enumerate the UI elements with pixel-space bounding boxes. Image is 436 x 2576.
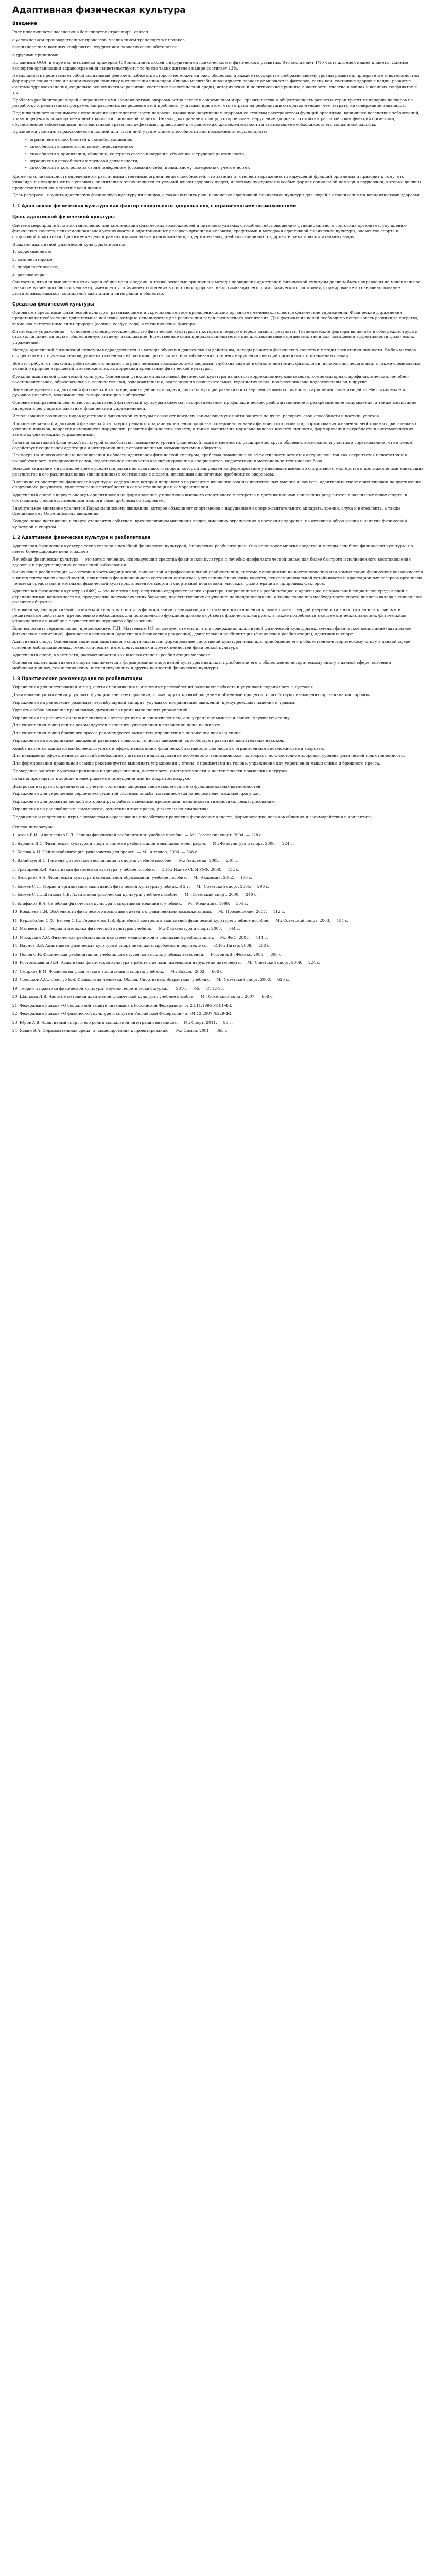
paragraph: Признается условие, выражающееся в полной или частичной утрате лицом способности или возможности осуществлять: <box>12 129 267 134</box>
paragraph: По данным ООН, в мире насчитывается примерно 450 миллионов людей с нарушениями психического и физического развития. Это составляет 1/10 часть жителей нашей планеты. Данные экспертов организации здравоохранения свидетельствуют, что число таких жителей в мире достигает 13%. <box>12 60 408 71</box>
paragraph: Для укрепления мышц брюшного пресса рекомендуется выполнять упражнения в положении лежа на спине. <box>12 731 242 736</box>
paragraph: Цель реферата - изучить адаптивную физическую культуру инвалидов, а также выявить роль и значение адаптивной физической культуры для людей с ограниченными возможностями здоровья. <box>12 193 421 198</box>
list-item: • ограничения способности к трудовой деятельности; <box>30 159 424 164</box>
paragraph: Все это требует от педагога, работающего с лицами с ограниченными возможностями здоровья, глубоких знаний в области анатомии, физиологии, психологии, педагогики, а также специальных знаний о природе нарушений и возможностях их коррекции средствами физической культуры. <box>12 361 421 371</box>
reference-item: 1. Агеев В.И., Апанасенко Г.Л. Основы физической реабилитации: учебное пособие. — М.: Советский спорт, 2004. — 128 с. <box>12 833 263 838</box>
section-heading: 1.1 Адаптивная физическая культура как фактор социального здоровья лиц с ограниченными возможностями <box>12 204 297 209</box>
paragraph: Внимание уделяется адаптивной физической культуре, имеющей цели и задачи, способствующие развитию и совершенствованию личности, гармонично сочетающей в себе физическое и духовное развитие, максимальную самореализацию в обществе. <box>12 387 405 398</box>
reference-item: 16. Ростомашвили Л.Н. Адаптивная физическая культура в работе с детьми, имеющими нарушения интеллекта. — М.: Советский спорт, 2009. — 224 с. <box>12 960 321 965</box>
paragraph: и другими причинами. <box>12 53 60 58</box>
reference-item: 20. Шапкова Л.В. Частные методики адаптивной физической культуры: учебное пособие. — М.: Советский спорт, 2007. — 608 с. <box>12 994 274 999</box>
paragraph: Уделять особое внимание правильному дыханию во время выполнения упражнений. <box>12 707 189 713</box>
paragraph: Считается, что для выполнения этих задач общие цели и задачи, а также основные принципы и методы проведения адаптивной физической культуры должны быть направлены на максимальное развитие жизнеспособности человека, имеющего устойчивые отклонения в состоянии здоровья, на оптимизацию его психофизического состояния, формирование и совершенствование двигательных навыков, социальной адаптации и интеграции в общество. <box>12 280 421 296</box>
paragraph: Основная задача адаптивного спорта заключается в формировании спортивной культуры инвалида, приобщении его к общественно-историческому опыту в данной сфере, освоении мобилизационных, технологических, интеллектуальных и других ценностей физической культуры. <box>12 660 391 671</box>
reference-item: 19. Теория и практика физической культуры: научно-теоретический журнал. — 2010. — №5. — С. 12-18. <box>12 986 224 991</box>
paragraph: Занятия проводятся в хорошо проветриваемом помещении или на открытом воздухе. <box>12 776 190 781</box>
reference-item: 18. Солодков А.С., Сологуб Е.Б. Физиология человека. Общая. Спортивная. Возрастная: учебник. — М.: Советский спорт, 2008. — 620 с. <box>12 977 289 982</box>
paragraph: Проведение занятий с учетом принципов индивидуализации, доступности, систематичности и постепенности повышения нагрузок. <box>12 768 289 773</box>
reference-item: 12. Матвеев Л.П. Теория и методика физической культуры: учебник. — М.: Физкультура и спорт, 2008. — 544 с. <box>12 926 240 931</box>
list-item: 1. коррекционные; <box>12 249 51 255</box>
paragraph: Функции адаптивной физической культуры. Основными функциями адаптивной физической культуры являются: коррекционно-развивающая, компенсаторная, профилактическая, лечебно-восстановительная, образовательная, воспитательная, оздоровительная, рекреационно-развлекательная, гедонистическая, профессионально-подготовительная и другие. <box>12 374 409 384</box>
reference-item: 22. Федеральный закон «О физической культуре и спорте в Российской Федерации» от 04.12.2007 №329-ФЗ. <box>12 1011 233 1016</box>
paragraph: возникновением военных конфликтов, ухудшением экологической обстановки <box>12 45 177 50</box>
paragraph: Физические упражнения — основное и специфическое средство физической культуры, от которых в первую очередь зависит результат. Гигиенические факторы включают в себя режим труда и отдыха, питание, личную и общественную гигиену, закаливание. Естественные силы природы используются как для закаливания организма, так и для повышения эффективности физических упражнений. <box>12 329 418 345</box>
intro-paragraphs <box>12 30 424 135</box>
reference-item: 14. Наумов В.В. Адаптивная физическая культура и спорт инвалидов: проблемы и перспективы. — СПб.: Питер, 2009. — 208 с. <box>12 943 271 948</box>
list-item: • способности к самостоятельному передвижению; <box>30 144 424 150</box>
paragraph: Упражнения на координацию движений развивают ловкость, точность движений, способствуют развитию двигательных навыков. <box>12 738 284 743</box>
paragraph: Основные направления деятельности адаптивной физической культуры включают оздоровительное, профилактическое, реабилитационное и реакреационное направления, а также воспитание интереса к регулярным занятиям физическими упражнениями. <box>12 400 417 411</box>
paragraph: Инвалидность представляет собой социальный феномен, избежать которого не может ни одно общество, и каждое государство сообразно своему уровню развития, приоритетам и возможностям формирует социальную и экономическую политику в отношении инвалидов. Однако масштабы инвалидности зависят от множества факторов, таких как: состояние здоровья нации, развитие системы здравоохранения, социально-экономическое развитие, состояние экологической среды, исторические и политические причины, в частности, участие в войнах и военных конфликтах и т.д. <box>12 73 420 95</box>
paragraph: Адаптивный спорт. Основными задачами адаптивного спорта являются: формирование спортивной культуры инвалида, приобщение его к общественно-историческому опыту в данной сфере, освоение мобилизационных, технологических, интеллектуальных и других ценностей физической культуры. <box>12 639 412 650</box>
paragraph: Под инвалидностью понимается ограничение жизнедеятельности человека, вызванное нарушением здоровья со стойким расстройством функций организма, возникшее вследствие заболеваний, травм и дефектов, приводящее к необходимости социальной защиты. Инвалидом признается лицо, которое имеет нарушение здоровья со стойким расстройством функций организма, обусловленное заболеваниями, последствиями травм или дефектами, приводящее к ограничению жизнедеятельности и вызывающее необходимость его социальной защиты. <box>12 111 420 127</box>
paragraph: Каждое новое достижение в спорте становится событием, вдохновляющим миллионы людей, имеющих ограничения в состоянии здоровья, на активный образ жизни и занятия физической культурой и спортом. <box>12 519 407 530</box>
reference-item: 8. Евсеев С.П., Шапкова Л.В. Адаптивная физическая культура: учебное пособие. — М.: Советский спорт, 2000. — 240 с. <box>12 892 258 897</box>
paragraph: Основная задача адаптивной физической культуры состоит в формировании у занимающихся осознанного отношения к своим силам, твердой уверенности в них, готовности к смелым и решительным действиям, преодолению необходимых для полноценного функционирования субъекта физических нагрузок, а также потребности в систематических занятиях физическими упражнениями и вообще в осуществлении здорового образа жизни. <box>12 607 407 623</box>
list-item: 3. профилактические; <box>12 264 59 269</box>
paragraph: Упражнения на развитие силы выполняются с отягощениями и сопротивлением, они укрепляют мышцы и связки, улучшают осанку. <box>12 715 291 720</box>
reference-item: 23. Юров А.В. Адаптивный спорт и его роль в социальной интеграции инвалидов. — М.: Спорт, 2011. — 96 с. <box>12 1020 233 1025</box>
paragraph: Использование различных видов адаптивной физической культуры позволяет каждому занимающемуся найти занятие по душе, раскрыть свои способности и достичь успехов. <box>12 413 380 418</box>
paragraph: Методы адаптивной физической культуры подразделяются на методы обучения двигательным действиям, методы развития физических качеств и методы воспитания личности. Выбор методов осуществляется с учетом индивидуальных особенностей занимающихся, характера заболевания, степени нарушения функций организма и поставленных задач. <box>12 347 416 358</box>
paragraph: Адаптивный спорт в первую очередь ориентирован на формирование у инвалидов высокого спортивного мастерства и достижение ими наивысших результатов в различных видах спорта, в состязаниях с людьми, имеющими аналогичные проблемы со здоровьем. <box>12 493 407 503</box>
paragraph: Адаптивная физическая культура (АФК) — это комплекс мер спортивно-оздоровительного характера, направленных на реабилитацию и адаптацию к нормальной социальной среде людей с ограниченными возможностями, преодоление психологических барьеров, препятствующих ощущению полноценной жизни, а также сознанию необходимости своего личного вклада в социальное развитие общества. <box>12 588 422 605</box>
paragraph: Если вспомнить терминологию, предложенную Л.П. Матвеевым [4], то следует отметить, что в содержании адаптивной физической культуры включены: физическое воспитание (адаптивное физическое воспитание), физическая рекреация (адаптивная физическая рекреация), двигательная реабилитация (физическая реабилитация), адаптивный спорт. <box>12 626 412 637</box>
section-heading: 1.2 Адаптивная физическая культура и реабилитация <box>12 535 151 540</box>
list-item: 2. компенсаторные; <box>12 257 54 262</box>
paragraph: Упражнения для развития мелкой моторики рук: работа с мелкими предметами, пальчиковая гимнастика, лепка, рисование. <box>12 799 275 804</box>
paragraph: Дозировка нагрузки определяется с учетом состояния здоровья занимающегося и его функциональных возможностей. <box>12 784 262 789</box>
subsection-heading: Средства физической культуры <box>12 301 94 307</box>
paragraph: В отличие от адаптивной физической культуры, содержание которой направлено на развитие жизненно важных двигательных умений и навыков, адаптивный спорт ориентирован на достижение спортивного результата, удовлетворение потребности в самоактуализации и самореализации. <box>12 479 421 490</box>
paragraph: Для укрепления мышц спины рекомендуется выполнять упражнения в положении лежа на животе. <box>12 723 222 728</box>
reference-item: 17. Смирнов В.М. Физиология физического воспитания и спорта: учебник. — М.: Владос, 2002. — 608 с. <box>12 969 224 974</box>
paragraph: Дыхательные упражнения улучшают функцию внешнего дыхания, стимулируют кровообращение и обменные процессы, способствуют насыщению организма кислородом. <box>12 692 371 698</box>
paragraph: Подвижные и спортивные игры с элементами соревнования способствуют развитию физических качеств, формированию навыков общения и взаимодействия в коллективе. <box>12 814 373 819</box>
list-item: • ограничения способностей к самообслуживанию; <box>30 137 424 143</box>
paragraph: Для повышения эффективности занятий необходимо учитывать индивидуальные особенности занимающихся, их возраст, пол, состояние здоровья, уровень физической подготовленности. <box>12 753 405 758</box>
paragraph: Адаптивный спорт, в частности, рассматривается как высшая степень реабилитации человека. <box>12 652 212 657</box>
reference-item: 7. Евсеев С.П. Теория и организация адаптивной физической культуры: учебник. В 2 т. — М.: Советский спорт, 2005. — 296 с. <box>12 884 269 889</box>
list-item: • способности к контролю за своим поведением (осознанию себя, правильному поведению с учетом норм). <box>30 165 424 171</box>
paragraph: Ходьба является одним из наиболее доступных и эффективных видов физической активности для людей с ограниченными возможностями здоровья. <box>12 745 324 751</box>
section-heading: 1.3 Практические рекомендации по реабилитации <box>12 676 142 682</box>
paragraph: Основными средствами физической культуры, развивающими и укрепляющими все проявления жизни организма человека, являются физические упражнения. Физические упражнения представляют собой такие двигательные действия, которые используются для реализации задач физического воспитания. Для достижения целей необходимо использовать различные средства, такие как естественные силы природы (солнце, воздух, вода) и гигиенические факторы. <box>12 310 419 326</box>
reference-item: 21. Федеральный закон «О социальной защите инвалидов в Российской Федерации» от 24.11.1995 №181-ФЗ. <box>12 1003 232 1008</box>
paragraph: Занятия адаптивной физической культурой способствуют повышению уровня физической подготовленности, расширению круга общения, возможности участия в соревнованиях, что в целом содействует социальной адаптации и интеграции лиц с ограниченными возможностями в общество. <box>12 439 412 450</box>
reference-item: 6. Дмитриев А.А. Физическая культура в специальном образовании: учебное пособие. — М.: Академия, 2002. — 176 с. <box>12 875 252 880</box>
paragraph: В задачи адаптивной физической культуры относятся: <box>12 242 127 247</box>
paragraph: В процессе занятий адаптивной физической культурой решаются задачи укрепления здоровья, совершенствования физического развития, формирования жизненно необходимых двигательных умений и навыков, коррекции имеющихся нарушений, развития физических качеств, а также воспитания морально-волевых качеств личности, формирования потребности в систематических занятиях физическими упражнениями. <box>12 421 417 437</box>
paragraph: Адаптивная физическая культура тесно связана с лечебной физической культурой, физической реабилитацией. Она использует многие средства и методы лечебной физической культуры, но имеет более широкие цели и задачи. <box>12 544 413 554</box>
paragraph: Система мероприятий по восстановлению или компенсации физических возможностей и интеллектуальных способностей, повышению функционального состояния организма, улучшению физических качеств, психоэмоциональной устойчивости и адаптационных резервов организма человека, средствами и методами адаптивной физической культуры, элементов спорта и спортивной подготовки. Достижение цели в рамках взаимосвязи и взаимовлияния, содержательных, реабилитационных, оздоровительных и воспитательных задач. <box>12 223 407 239</box>
paragraph: Несмотря на многочисленные исследования в области адаптивной физической культуры, проблема повышения ее эффективности остается актуальной, так как сохраняется недостаточная разработанность методических основ, недостаточное количество квалифицированных специалистов, недостаточная материально-техническая база. <box>12 453 407 464</box>
intro-bullet-list <box>12 137 424 171</box>
paragraph: Упражнения на расслабление: самомассаж, аутогенная тренировка, дыхательная гимнастика. <box>12 806 211 811</box>
paragraph: Рост инвалидности населения в большинстве стран мира, связан <box>12 29 148 35</box>
reference-item: 15. Попов С.Н. Физическая реабилитация: учебник для студентов высших учебных заведений. — Ростов н/Д.: Феникс, 2005. — 608 с. <box>12 952 283 957</box>
paragraph: Большое внимание в настоящее время уделяется развитию адаптивного спорта, который направлен на формирование у инвалидов высокого спортивного мастерства и достижение ими наивысших результатов в его различных видах (дисциплинах) в состязаниях с людьми, имеющими аналогичные проблемы со здоровьем. <box>12 466 424 477</box>
paragraph: Проблема реабилитации людей с ограниченными возможностями здоровья остро встает в современном мире, правительства и общественность развитых стран тратят миллиарды долларов на разработку и реализацию программ, направленных на решение этой проблемы, учитывая при этом, что затраты на реабилитацию гораздо меньше, чем затраты на содержание инвалидов. <box>12 97 413 108</box>
reference-item: 24. Ясвин В.А. Образовательная среда: от моделирования к проектированию. — М.: Смысл, 2001. — 365 с. <box>12 1028 229 1033</box>
list-item: • способности к ориентации, общению, контролю своего поведения, обучению и трудовой деятельности; <box>30 151 424 157</box>
reference-item: 9. Епифанов В.А. Лечебная физическая культура и спортивная медицина: учебник. — М.: Медицина, 1999. — 304 с. <box>12 901 248 906</box>
list-item: 4. развивающие. <box>12 272 47 277</box>
references-heading: Список литературы: <box>12 825 55 830</box>
references-list <box>12 833 424 1033</box>
paragraph: Для формирования правильной осанки рекомендуется выполнять упражнения у стены, с предметами на голове, упражнения для укрепления мышц спины и брюшного пресса. <box>12 761 380 766</box>
reference-item: 2. Баранов Д.С. Физическая культура и спорт в системе реабилитации инвалидов: монография. — М.: Физкультура и спорт, 2006. — 224 с. <box>12 841 294 846</box>
subsection-heading: Цель адаптивной физической культуры <box>12 214 115 220</box>
paragraph: Значительное внимание уделяется Паралимпийскому движению, которое объединяет спортсменов с нарушениями опорно-двигательного аппарата, зрения, слуха и интеллекта, а также Специальному Олимпийскому движению. <box>12 505 401 516</box>
document <box>6 0 430 1034</box>
document-title: Адаптивная физическая культура <box>12 5 186 15</box>
reference-item: 5. Григорьев В.И. Адаптивная физическая культура: учебное пособие. — СПб.: Изд-во СПбГУЭФ, 2008. — 152 с. <box>12 867 240 872</box>
reference-item: 10. Ковалева Л.Н. Особенности физического воспитания детей с ограниченными возможностями. — М.: Просвещение, 2007. — 112 с. <box>12 909 285 914</box>
intro-heading: Введение <box>12 21 37 27</box>
paragraph: Упражнения на равновесие развивают вестибулярный аппарат, улучшают координацию движений, предупреждают падения и травмы. <box>12 700 296 705</box>
reference-item: 11. Курдыбайло С.Ф., Евсеев С.П., Герасимова Г.В. Врачебный контроль в адаптивной физической культуре: учебное пособие. — М.: Советский спорт, 2003. — 184 с. <box>12 918 348 923</box>
reference-item: 4. Вайнбаум Я.С. Гигиена физического воспитания и спорта: учебное пособие. — М.: Академия, 2002. — 240 с. <box>12 858 238 863</box>
paragraph: Кроме того, инвалидность определяется различными степенями ограничения способностей, что зависит от степени выраженности нарушений функций организма и приводит к тому, что инвалиды вынуждены жить в условиях, значительно отличающихся от условий жизни здоровых людей, и поэтому нуждаются в особых формах социальной помощи и поддержки, которые должны предоставляться им в течение всей жизни. <box>12 174 421 190</box>
paragraph: Упражнения для укрепления сердечно-сосудистой системы: ходьба, плавание, езда на велосипеде, лыжные прогулки. <box>12 791 260 796</box>
paragraph: Упражнения для растягивания мышц, снятия напряжения и мышечных расслаблений развивают гибкость и улучшают подвижность в суставах. <box>12 685 315 690</box>
paragraph: Лечебная физическая культура — это метод лечения, использующий средства физической культуры с лечебно-профилактической целью для более быстрого и полноценного восстановления здоровья и предупреждения осложнений заболевания. <box>12 556 411 567</box>
numbered-list <box>12 249 424 278</box>
paragraph: Физическая реабилитация — составная часть медицинской, социальной и профессиональной реабилитации, система мероприятий по восстановлению или компенсации физических возможностей и интеллектуальных способностей, повышению функционального состояния организма, улучшению физических качеств, психоэмоциональной устойчивости и адаптационных резервов организма человека средствами и методами физической культуры, элементов спорта и спортивной подготовки, массажа, физиотерапии и природных факторов. <box>12 570 423 586</box>
paragraph: с усложнением производственных процессов, увеличением транспортных потоков, <box>12 37 186 42</box>
reference-item: 3. Белова А.Н. Нейрореабилитация: руководство для врачей. — М.: Антидор, 2000. — 568 с. <box>12 850 199 855</box>
reference-item: 13. Мозжухин А.С. Физическая реабилитация в системе медицинской и социальной реабилитации. — М.: ФиС, 2003. — 144 с. <box>12 935 268 940</box>
